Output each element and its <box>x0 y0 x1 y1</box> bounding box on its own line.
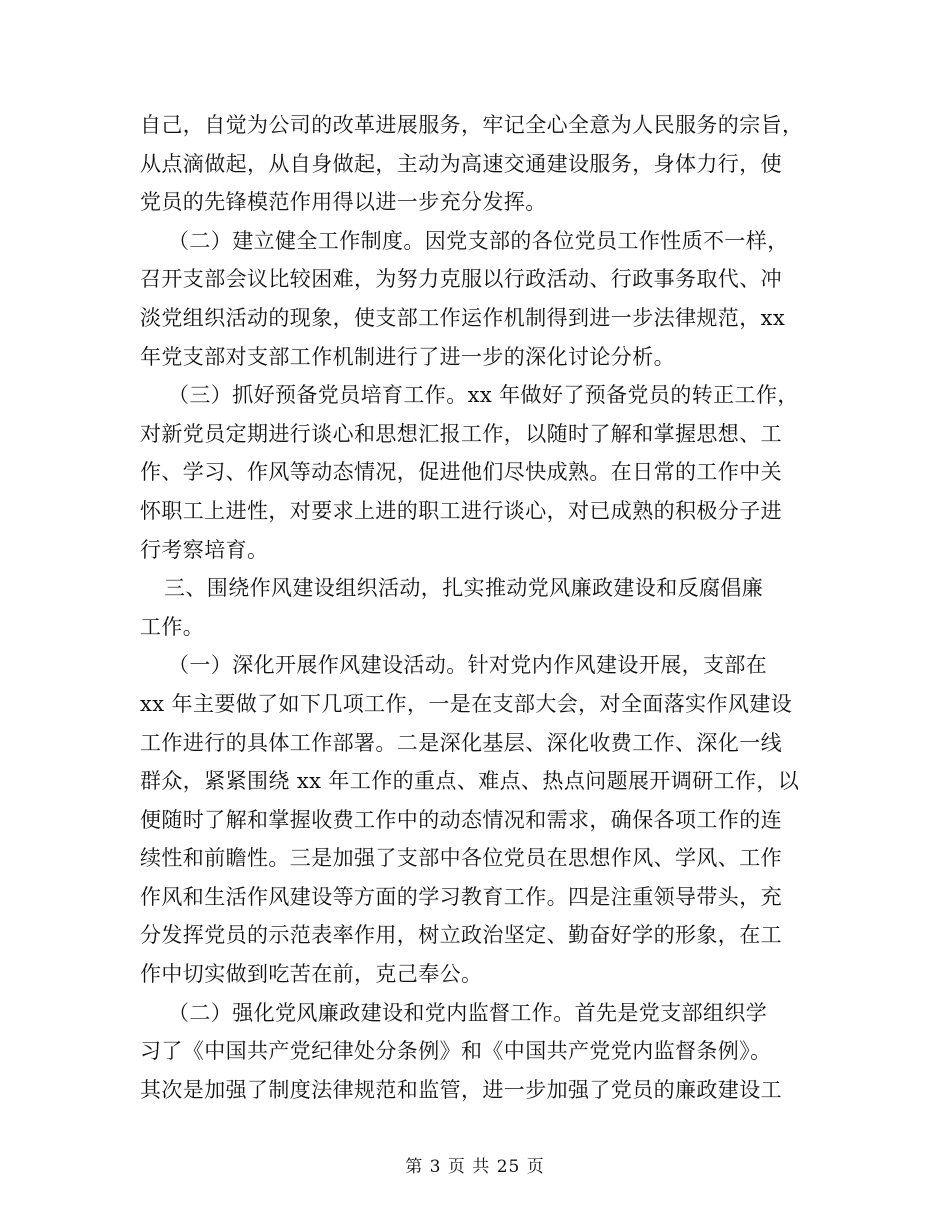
section-heading-line: （二）建立健全工作制度。因党支部的各位党员工作性质不一样， <box>168 228 789 253</box>
section-heading-line: （一）深化开展作风建设活动。针对党内作风建设开展，支部在 <box>168 653 768 678</box>
text-line: 续性和前瞻性。三是加强了支部中各位党员在思想作风、学风、工作 <box>140 846 782 871</box>
document-body <box>140 106 810 1109</box>
text-line: 党员的先锋模范作用得以进一步充分发挥。 <box>140 190 547 215</box>
text-line: 便随时了解和掌握收费工作中的动态情况和需求，确保各项工作的连 <box>140 807 782 832</box>
text-line: 对新党员定期进行谈心和思想汇报工作，以随时了解和掌握思想、工 <box>140 421 782 446</box>
text-line: 从点滴做起，从自身做起，主动为高速交通建设服务，身体力行，使 <box>140 151 782 176</box>
text-line: 作风和生活作风建设等方面的学习教育工作。四是注重领导带头，充 <box>140 884 782 909</box>
text-line: 作中切实做到吃苦在前，克己奉公。 <box>140 962 483 987</box>
text-line: 群众，紧紧围绕 xx 年工作的重点、难点、热点问题展开调研工作，以 <box>140 769 800 794</box>
text-line: 其次是加强了制度法律规范和监管，进一步加强了党员的廉政建设工 <box>140 1077 782 1102</box>
text-line: 习了《中国共产党纪律处分条例》和《中国共产党党内监督条例》。 <box>140 1039 772 1064</box>
text-line: 年党支部对支部工作机制进行了进一步的深化讨论分析。 <box>140 344 675 369</box>
chapter-heading-line: 三、围绕作风建设组织活动，扎实推动党风廉政建设和反腐倡廉 <box>164 576 764 601</box>
text-line: 怀职工上进性，对要求上进的职工进行谈心，对已成熟的积极分子进 <box>140 498 782 523</box>
section-heading-line: （三）抓好预备党员培育工作。xx 年做好了预备党员的转正工作， <box>168 383 799 408</box>
text-line: 淡党组织活动的现象，使支部工作运作机制得到进一步法律规范，xx <box>140 305 786 330</box>
text-line: 工作进行的具体工作部署。二是深化基层、深化收费工作、深化一线 <box>140 730 782 755</box>
page-number-footer: 第 3 页 共 25 页 <box>405 1157 545 1177</box>
text-line: 召开支部会议比较困难，为努力克服以行政活动、行政事务取代、冲 <box>140 267 782 292</box>
text-line: 作、学习、作风等动态情况，促进他们尽快成熟。在日常的工作中关 <box>140 460 782 485</box>
text-line: 分发挥党员的示范表率作用，树立政治坚定、勤奋好学的形象，在工 <box>140 923 782 948</box>
section-heading-line: （二）强化党风廉政建设和党内监督工作。首先是党支部组织学 <box>168 1000 768 1025</box>
text-line: 行考察培育。 <box>140 537 269 562</box>
text-line: 工作。 <box>140 614 205 639</box>
text-line: 自己，自觉为公司的改革进展服务，牢记全心全意为人民服务的宗旨， <box>140 113 804 137</box>
text-line: xx 年主要做了如下几项工作，一是在支部大会，对全面落实作风建设 <box>140 691 793 716</box>
